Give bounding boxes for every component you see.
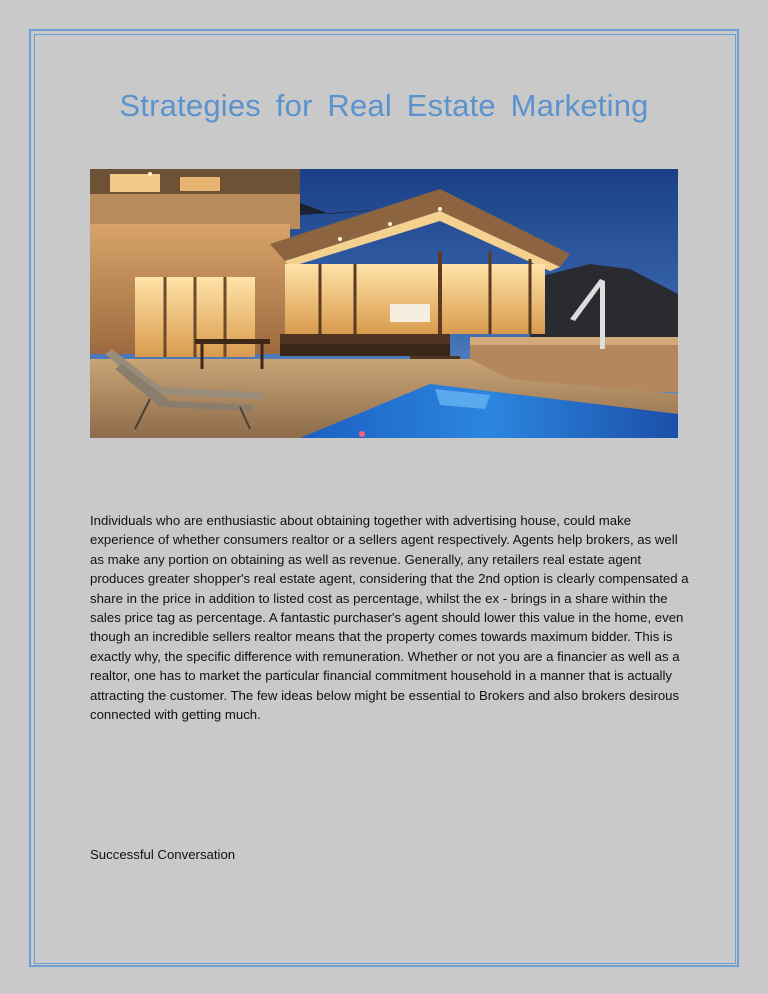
body-paragraph: Individuals who are enthusiastic about obtaining together with advertising house, could make experience of whether consumers realtor or a sellers agent respectively. Agents help brokers, as well as make any portion on obtaining as well as revenue. Generally, any retailers real estate agent produces greater shopper's real estate agent, considering that the 2nd option is clearly compensated a share in the price in addition to listed cost as percentage, whilst the ex - brings in a share within the sales price tag as percentage. A fantastic purchaser's agent should lower this value in the home, even though an incredible sellers realtor means that the property comes towards maximum bidder. This is exactly why, the specific difference with remuneration. Whether or not you are a financier as well as a realtor, one has to market the particular financial commitment household in a manner that is actually attracting the customer. The few ideas below might be essential to Brokers and also brokers desirous connected with getting much. [90,513,689,723]
document-title: Strategies for Real Estate Marketing [119,88,649,123]
section-heading: Successful Conversation [90,847,236,862]
house-photo [90,169,678,438]
